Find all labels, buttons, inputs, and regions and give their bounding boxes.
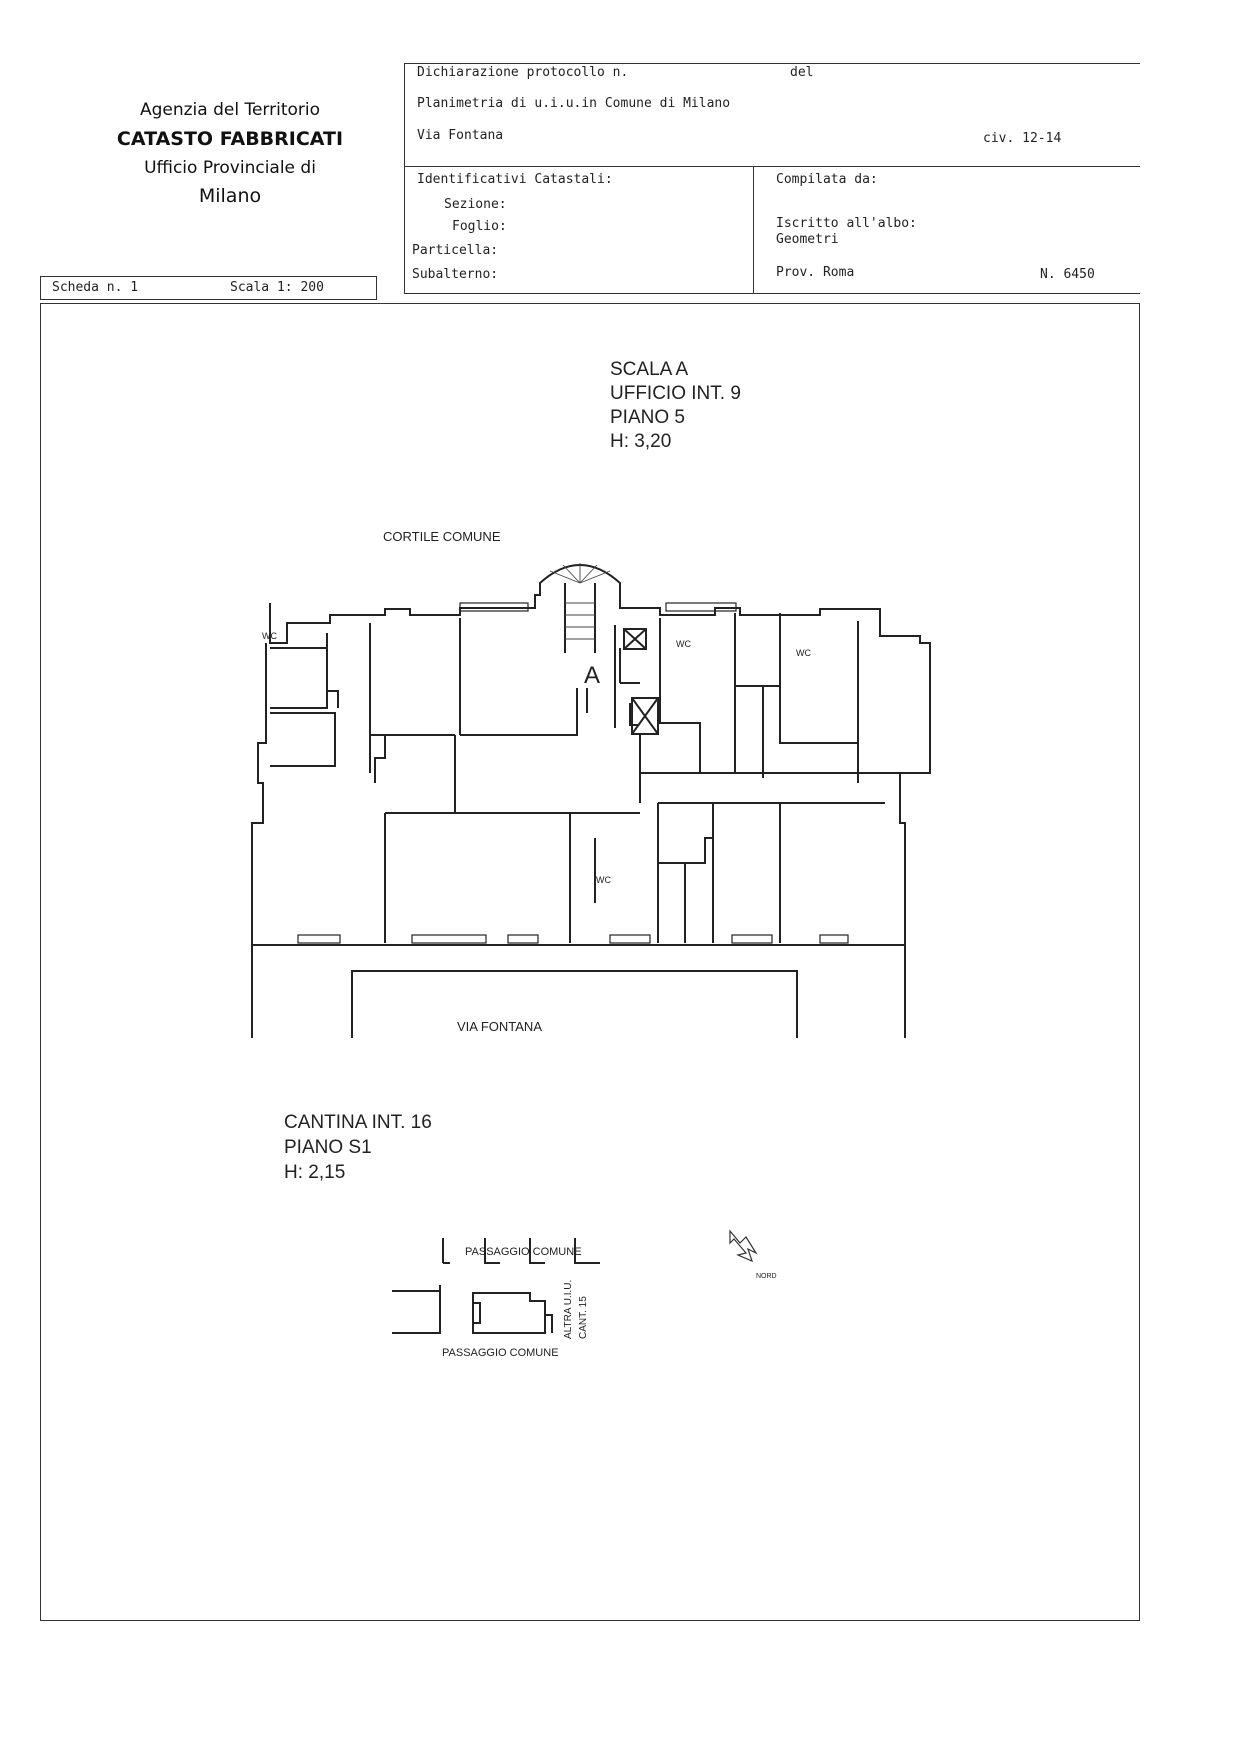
agency-block	[95, 97, 365, 211]
north-arrow-icon	[730, 1231, 756, 1261]
iscritto-label: Iscritto all'albo:	[776, 216, 917, 231]
piano-label: PIANO 5	[610, 407, 685, 428]
identificativi-title: Identificativi Catastali:	[417, 172, 613, 187]
cantina-label: CANTINA INT. 16	[284, 1112, 432, 1133]
dichiarazione-label: Dichiarazione protocollo n.	[417, 65, 629, 80]
nord-label: NORD	[756, 1273, 777, 1280]
floor-plan-drawing	[40, 303, 1140, 1621]
header-bottom-line	[404, 293, 1140, 294]
provincia-value: Prov. Roma	[776, 265, 855, 280]
scale-label: Scala 1: 200	[230, 280, 324, 295]
wc-label-bottom: WC	[596, 875, 611, 885]
civic-number: civ. 12-14	[983, 131, 1062, 146]
agency-name: Agenzia del Territorio	[139, 100, 321, 120]
street-label: VIA FONTANA	[457, 1019, 542, 1034]
header-divider-line	[753, 166, 754, 294]
scheda-label: Scheda n. 1	[52, 280, 139, 295]
compilata-label: Compilata da:	[776, 172, 878, 187]
wc-label-right: WC	[796, 648, 811, 658]
wc-label-left: WC	[262, 631, 277, 641]
office-city: Milano	[198, 185, 262, 207]
passaggio-top-label: PASSAGGIO COMUNE	[465, 1246, 582, 1258]
cantina-height: H: 2,15	[284, 1162, 346, 1183]
subalterno-label: Subalterno:	[412, 267, 499, 282]
stair-letter: A	[584, 662, 601, 689]
foglio-label: Foglio:	[452, 219, 507, 234]
scala-label: SCALA A	[610, 359, 689, 380]
via-label: Via Fontana	[417, 128, 504, 143]
wc-label-center: WC	[676, 639, 691, 649]
cortile-label: CORTILE COMUNE	[383, 529, 501, 544]
sezione-label: Sezione:	[444, 197, 507, 212]
altra-uiu-label: ALTRA U.I.U.	[563, 1279, 574, 1339]
particella-label: Particella:	[412, 243, 499, 258]
building-outline	[252, 565, 930, 945]
catasto-title: CATASTO FABBRICATI	[116, 128, 344, 150]
cantina-piano: PIANO S1	[284, 1137, 372, 1158]
del-label: del	[790, 65, 814, 80]
planimetria-label: Planimetria di u.i.u.in Comune di Milano	[417, 96, 731, 111]
stair-steps	[550, 563, 610, 639]
header-mid-line	[404, 166, 1140, 167]
office-label: Ufficio Provinciale di	[144, 158, 316, 178]
header-top-line	[404, 63, 1140, 64]
height-label: H: 3,20	[610, 431, 672, 452]
header-left-line	[404, 63, 405, 294]
passaggio-bottom-label: PASSAGGIO COMUNE	[442, 1347, 559, 1359]
ufficio-label: UFFICIO INT. 9	[610, 383, 741, 404]
registration-number: N. 6450	[1040, 267, 1095, 282]
albo-value: Geometri	[776, 232, 839, 247]
cant-15-label: CANT. 15	[578, 1296, 589, 1339]
